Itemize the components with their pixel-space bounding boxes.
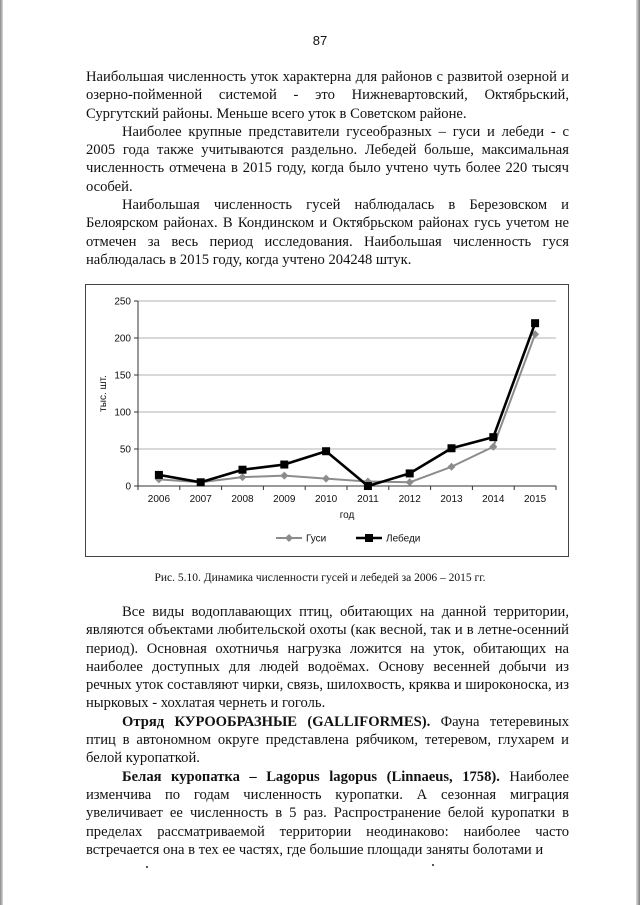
page-edge-right	[636, 0, 640, 905]
page-edge-left	[0, 0, 3, 905]
scan-dot-right	[432, 864, 434, 866]
chart-frame	[85, 284, 569, 557]
geese-swans-chart	[86, 285, 568, 556]
chart-legend	[276, 533, 420, 545]
point-geese-2009	[280, 472, 288, 480]
y-tick-label-50: 50	[119, 444, 131, 456]
x-axis-title: год	[339, 510, 355, 521]
legend-label-geese: Гуси	[306, 533, 327, 545]
species-lagopus-heading: Белая куропатка – Lagopus lagopus (Linnaeus, 1758).	[122, 768, 500, 785]
x-tick-label-2007: 2007	[189, 494, 212, 505]
point-swans-2007	[197, 478, 205, 486]
y-tick-label-0: 0	[125, 481, 131, 493]
x-tick-label-2012: 2012	[398, 494, 421, 505]
chart-grid	[138, 301, 556, 449]
legend-label-swans: Лебеди	[386, 533, 421, 545]
paragraph-hunting	[86, 603, 569, 859]
point-geese-2014	[489, 443, 497, 451]
point-geese-2008	[239, 473, 247, 481]
paragraph-1: Наибольшая численность уток характерна для районов с развитой озерной и озерно-пойменной системой - это Нижневартовский, Октябрьский, Сургутский районы. Меньше всего уток в Советском районе.	[86, 69, 569, 122]
y-tick-label-100: 100	[114, 407, 131, 419]
series-line-swans	[159, 323, 535, 486]
chart-series	[155, 319, 539, 490]
x-tick-label-2014: 2014	[482, 494, 505, 505]
x-tick-label-2015: 2015	[523, 494, 547, 505]
paragraph-5-text: Фауна тетеревиных птиц в автономном округе представлена рябчиком, тетеревом, глухарем и белой куропаткой.	[86, 713, 569, 767]
paragraph-ducks	[86, 68, 569, 269]
point-geese-2012	[406, 478, 414, 486]
y-tick-label-200: 200	[114, 333, 131, 345]
point-geese-2010	[322, 475, 330, 483]
point-swans-2006	[155, 471, 163, 479]
x-tick-label-2006: 2006	[147, 494, 171, 505]
paragraph-3: Наибольшая численность гусей наблюдалась в Березовском и Белоярском районах. В Кондинском и Октябрьском районах гусь учетом не отмечен за весь период исследования. Наибольшая численность гуся наблюдалась в 2015 году, когда учтено 204248 штук.	[86, 197, 569, 268]
y-tick-label-150: 150	[114, 370, 131, 382]
point-swans-2010	[322, 447, 330, 455]
legend-marker-swans	[365, 534, 373, 542]
point-swans-2008	[239, 466, 247, 474]
page-number: 87	[312, 33, 328, 48]
x-tick-label-2010: 2010	[314, 494, 338, 505]
x-tick-label-2011: 2011	[357, 494, 379, 505]
point-swans-2013	[448, 444, 456, 452]
chart-axes	[134, 301, 556, 490]
paragraph-6	[86, 768, 569, 859]
y-tick-label-250: 250	[114, 296, 131, 308]
point-swans-2014	[489, 433, 497, 441]
scan-dot-left	[146, 866, 148, 868]
chart-labels	[98, 297, 547, 522]
series-line-geese	[159, 334, 535, 482]
order-galliformes-heading: Отряд КУРООБРАЗНЫЕ (GALLIFORMES).	[122, 713, 431, 730]
x-tick-label-2013: 2013	[440, 494, 463, 505]
paragraph-6-text: Наиболее изменчива по годам численность куропатки. А сезонная миграция увеличивает ее численность в 5 раз. Распространение белой куропатки в пределах рассматриваемой территории неодинаково: наиболее часто встречается она в тех ее частях, где большие площади заняты болотами и	[86, 768, 570, 858]
point-swans-2011	[364, 482, 372, 490]
x-tick-label-2008: 2008	[231, 494, 254, 505]
legend-marker-geese	[285, 534, 293, 542]
point-swans-2012	[406, 469, 414, 477]
figure-caption: Рис. 5.10. Динамика численности гусей и лебедей за 2006 – 2015 гг.	[154, 572, 486, 584]
paragraph-5	[86, 713, 569, 768]
x-tick-label-2009: 2009	[273, 494, 296, 505]
point-geese-2013	[448, 463, 456, 471]
paragraph-4: Все виды водоплавающих птиц, обитающих на данной территории, являются объектами любительской охоты (как весной, так и в летне-осенний период). Основная охотничья нагрузка ложится на уток, обитающих на наиболее доступных для людей водоёмах. Основу весенней добычи из речных уток составляют чирки, связь, шилохвость, кряква и широконоска, из нырковых - хохлатая чернеть и гоголь.	[86, 604, 569, 712]
point-swans-2015	[531, 319, 539, 327]
y-axis-title: тыс. шт.	[98, 375, 109, 412]
paragraph-2: Наиболее крупные представители гусеобразных – гуси и лебеди - с 2005 года также учитываются раздельно. Лебедей больше, максимальная численность отмечена в 2015 году, когда было учтено чуть более 220 тысяч особей.	[86, 123, 569, 195]
point-swans-2009	[280, 461, 288, 469]
